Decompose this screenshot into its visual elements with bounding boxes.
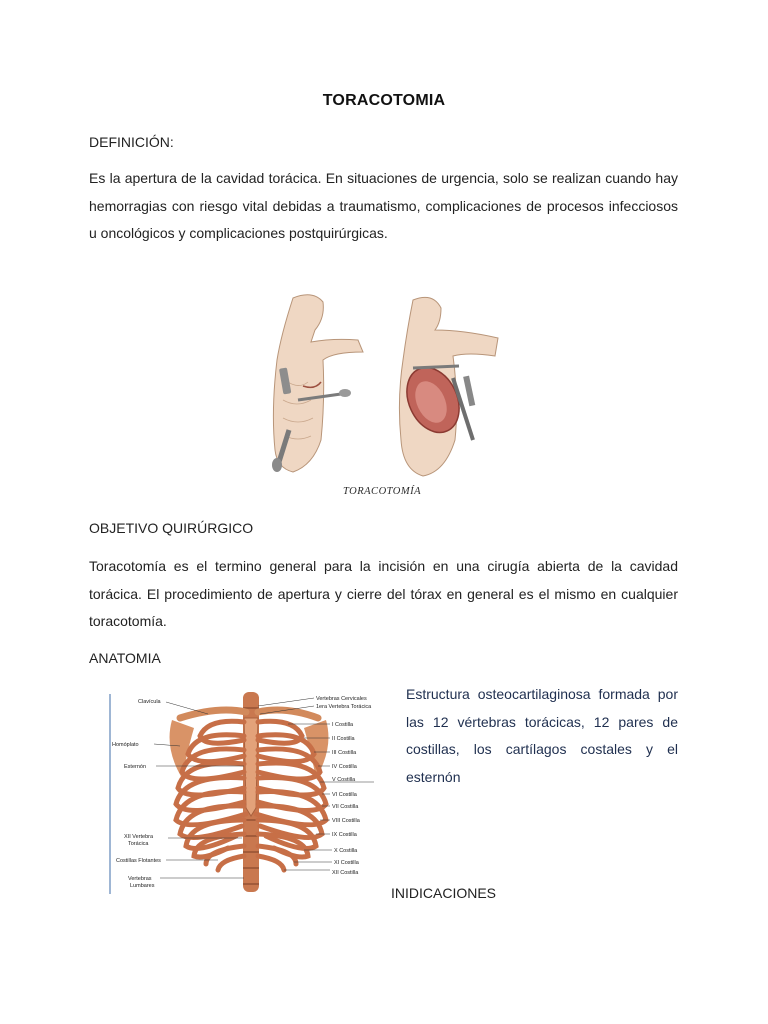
paragraph-objetivo: Toracotomía es el termino general para la incisión en una cirugía abierta de la cavidad torácica. El procedimiento de apertura y cierre del tórax en general es el mismo en cualquier toracotomía. <box>89 558 678 629</box>
ribcage-illustration <box>108 688 384 894</box>
label-clavicula: Clavícula <box>138 699 161 705</box>
label-esternon: Esternón <box>124 764 147 770</box>
label-vertebras-lumbares-1: Vertebras <box>128 876 152 882</box>
label-costilla-ii: II Costilla <box>332 736 355 742</box>
label-xii-vertebra: XII Vertebra <box>124 834 154 840</box>
label-1era-vertebra: 1era Vertebra Torácica <box>316 704 372 710</box>
label-vertebras-lumbares-2: Lumbares <box>130 883 155 889</box>
label-costillas-flotantes: Costillas Flotantes <box>116 858 161 864</box>
heading-objetivo: OBJETIVO QUIRÚRGICO <box>89 520 254 536</box>
label-costilla-iv: IV Costilla <box>332 764 357 770</box>
label-costilla-v: V Costilla <box>332 777 356 783</box>
thoracotomy-figure <box>263 290 503 505</box>
label-costilla-ix: IX Costilla <box>332 832 357 838</box>
label-homoplato: Homóplato <box>112 742 139 748</box>
thoracotomy-illustration <box>263 290 503 505</box>
label-costilla-iii: III Costilla <box>332 750 357 756</box>
label-costilla-vii: VII Costilla <box>332 804 359 810</box>
side-view-patient <box>397 297 498 476</box>
paragraph-definicion: Es la apertura de la cavidad torácica. En situaciones de urgencia, solo se realizan cuando hay hemorragias con riesgo vital debidas a traumatismo, complicaciones de procesos infecciosos u oncológicos y complicaciones postquirúrgicas. <box>89 170 678 241</box>
label-costilla-i: I Costilla <box>332 722 354 728</box>
paragraph-anatomia: Estructura osteocartilaginosa formada por las 12 vértebras torácicas, 12 pares de costillas, los cartílagos costales y el esternón <box>406 686 678 785</box>
label-costilla-xii: XII Costilla <box>332 870 359 876</box>
label-costilla-x: X Costilla <box>334 848 358 854</box>
label-costilla-viii: VIII Costilla <box>332 818 360 824</box>
heading-definicion: DEFINICIÓN: <box>89 134 174 150</box>
heading-anatomia: ANATOMIA <box>89 650 161 666</box>
back-view-patient <box>272 295 363 472</box>
label-vertebras-cervicales: Vertebras Cervicales <box>316 696 367 702</box>
heading-indicaciones: INIDICACIONES <box>391 885 497 901</box>
label-costilla-xi: XI Costilla <box>334 860 359 866</box>
page-title: TORACOTOMIA <box>322 92 446 109</box>
label-toracica: Torácica <box>128 841 149 847</box>
label-costilla-vi: VI Costilla <box>332 792 357 798</box>
ribcage-figure <box>108 688 384 894</box>
thoracotomy-caption: TORACOTOMÍA <box>343 486 422 497</box>
